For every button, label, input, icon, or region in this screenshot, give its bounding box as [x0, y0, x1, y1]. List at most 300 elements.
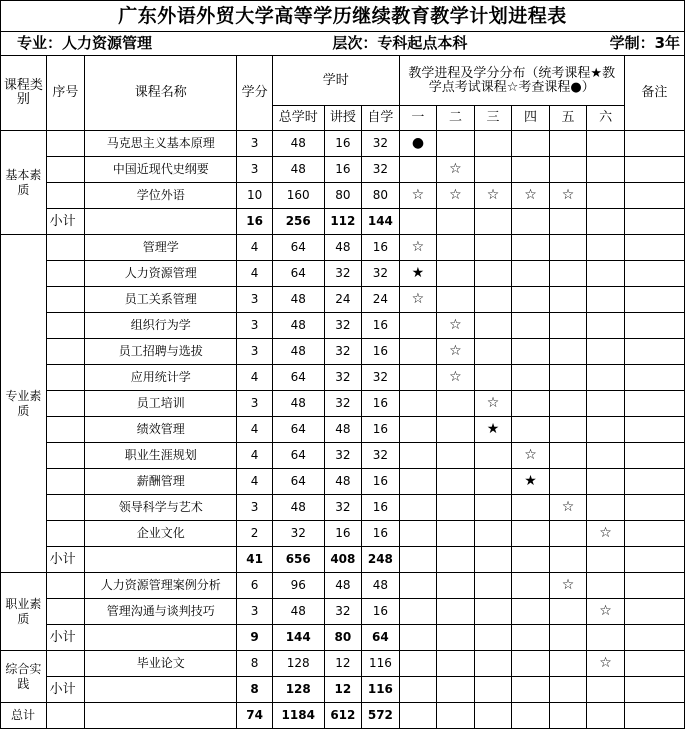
remark-cell — [624, 131, 684, 157]
semester-mark-cell — [474, 339, 512, 365]
lecture-hours-cell: 48 — [324, 417, 362, 443]
lecture-hours-cell: 48 — [324, 573, 362, 599]
course-name-cell: 应用统计学 — [85, 365, 237, 391]
category-cell: 职业素质 — [1, 573, 47, 651]
seq-cell — [46, 339, 85, 365]
table-row — [1, 313, 685, 339]
semester-mark-cell — [474, 157, 512, 183]
semester-mark-cell: ☆ — [587, 599, 625, 625]
self-study-hours-cell: 16 — [362, 417, 400, 443]
semester-mark-cell — [399, 209, 437, 235]
category-cell: 基本素质 — [1, 131, 47, 235]
semester-mark-cell — [437, 521, 475, 547]
credits-cell: 3 — [237, 157, 273, 183]
self-study-hours-cell: 16 — [362, 469, 400, 495]
remark-cell — [624, 209, 684, 235]
semester-mark-cell — [587, 547, 625, 573]
total-lecture-hours: 612 — [324, 703, 362, 729]
semester-mark-cell: ☆ — [474, 391, 512, 417]
subtotal-self-study-hours: 116 — [362, 677, 400, 703]
semester-mark-cell — [399, 703, 437, 729]
remark-cell — [624, 157, 684, 183]
remark-cell — [624, 287, 684, 313]
seq-cell — [46, 235, 85, 261]
semester-mark-cell — [512, 677, 550, 703]
self-study-hours-cell: 32 — [362, 443, 400, 469]
seq-cell — [46, 417, 85, 443]
course-name-cell: 管理沟通与谈判技巧 — [85, 599, 237, 625]
lecture-hours-cell: 32 — [324, 495, 362, 521]
self-study-hours-cell: 32 — [362, 261, 400, 287]
header-semester: 四 — [512, 106, 550, 131]
table-row — [1, 339, 685, 365]
seq-cell — [46, 469, 85, 495]
total-total-hours: 1184 — [272, 703, 324, 729]
semester-mark-cell — [587, 183, 625, 209]
remark-cell — [624, 183, 684, 209]
self-study-hours-cell: 80 — [362, 183, 400, 209]
self-study-hours-cell: 16 — [362, 391, 400, 417]
semester-mark-cell: ☆ — [399, 183, 437, 209]
course-name-cell: 薪酬管理 — [85, 469, 237, 495]
semester-mark-cell — [587, 469, 625, 495]
total-hours-cell: 64 — [272, 469, 324, 495]
semester-mark-cell: ● — [399, 131, 437, 157]
course-name-cell: 人力资源管理案例分析 — [85, 573, 237, 599]
table-row — [1, 365, 685, 391]
semester-mark-cell — [587, 313, 625, 339]
seq-cell — [46, 183, 85, 209]
page-title: 广东外语外贸大学高等学历继续教育教学计划进程表 — [1, 1, 685, 32]
self-study-hours-cell: 16 — [362, 495, 400, 521]
semester-mark-cell — [474, 313, 512, 339]
semester-mark-cell: ☆ — [549, 495, 587, 521]
credits-cell: 2 — [237, 521, 273, 547]
seq-cell — [46, 703, 85, 729]
lecture-hours-cell: 12 — [324, 651, 362, 677]
semester-mark-cell — [474, 573, 512, 599]
course-name-cell: 学位外语 — [85, 183, 237, 209]
semester-mark-cell — [399, 651, 437, 677]
seq-cell — [46, 521, 85, 547]
semester-mark-cell — [512, 157, 550, 183]
semester-mark-cell — [399, 469, 437, 495]
header-semester: 二 — [437, 106, 475, 131]
semester-mark-cell — [549, 651, 587, 677]
remark-cell — [624, 495, 684, 521]
total-hours-cell: 64 — [272, 365, 324, 391]
total-hours-cell: 96 — [272, 573, 324, 599]
semester-mark-cell: ☆ — [512, 443, 550, 469]
semester-mark-cell — [549, 677, 587, 703]
subtotal-self-study-hours: 64 — [362, 625, 400, 651]
semester-mark-cell — [399, 339, 437, 365]
subtotal-total-hours: 144 — [272, 625, 324, 651]
semester-mark-cell — [512, 521, 550, 547]
semester-mark-cell — [437, 391, 475, 417]
table-row — [1, 183, 685, 209]
semester-mark-cell — [399, 157, 437, 183]
seq-cell — [46, 599, 85, 625]
semester-mark-cell — [549, 417, 587, 443]
semester-mark-cell — [549, 547, 587, 573]
table-row — [1, 443, 685, 469]
semester-mark-cell — [549, 625, 587, 651]
table-row — [1, 599, 685, 625]
semester-mark-cell — [399, 443, 437, 469]
semester-mark-cell: ★ — [474, 417, 512, 443]
lecture-hours-cell: 32 — [324, 599, 362, 625]
semester-mark-cell — [437, 625, 475, 651]
semester-mark-cell: ☆ — [587, 521, 625, 547]
seq-cell — [46, 157, 85, 183]
header-schedule: 教学进程及学分分布（统考课程★教学点考试课程☆考查课程●） — [399, 56, 624, 106]
subtotal-total-hours: 656 — [272, 547, 324, 573]
semester-mark-cell — [437, 209, 475, 235]
semester-mark-cell — [512, 391, 550, 417]
self-study-hours-cell: 48 — [362, 573, 400, 599]
lecture-hours-cell: 16 — [324, 131, 362, 157]
semester-mark-cell — [512, 547, 550, 573]
subtotal-total-hours: 128 — [272, 677, 324, 703]
subtotal-label: 小计 — [46, 677, 85, 703]
course-name-cell: 中国近现代史纲要 — [85, 157, 237, 183]
lecture-hours-cell: 24 — [324, 287, 362, 313]
semester-mark-cell — [587, 625, 625, 651]
course-name-cell — [85, 625, 237, 651]
credits-cell: 10 — [237, 183, 273, 209]
total-hours-cell: 64 — [272, 261, 324, 287]
subtotal-lecture-hours: 408 — [324, 547, 362, 573]
total-credits: 74 — [237, 703, 273, 729]
semester-mark-cell — [587, 261, 625, 287]
credits-cell: 3 — [237, 287, 273, 313]
seq-cell — [46, 313, 85, 339]
semester-mark-cell — [512, 599, 550, 625]
semester-mark-cell — [437, 573, 475, 599]
self-study-hours-cell: 32 — [362, 365, 400, 391]
credits-cell: 8 — [237, 651, 273, 677]
subtotal-self-study-hours: 144 — [362, 209, 400, 235]
self-study-hours-cell: 116 — [362, 651, 400, 677]
semester-mark-cell — [399, 365, 437, 391]
table-row — [1, 495, 685, 521]
lecture-hours-cell: 48 — [324, 469, 362, 495]
semester-mark-cell — [549, 313, 587, 339]
table-row — [1, 521, 685, 547]
remark-cell — [624, 417, 684, 443]
course-name-cell: 绩效管理 — [85, 417, 237, 443]
duration-label: 学制：3年 — [549, 32, 684, 56]
total-hours-cell: 32 — [272, 521, 324, 547]
total-hours-cell: 64 — [272, 417, 324, 443]
total-hours-cell: 48 — [272, 339, 324, 365]
semester-mark-cell — [474, 209, 512, 235]
semester-mark-cell — [399, 547, 437, 573]
semester-mark-cell — [437, 651, 475, 677]
semester-mark-cell — [549, 209, 587, 235]
semester-mark-cell — [549, 261, 587, 287]
remark-cell — [624, 365, 684, 391]
semester-mark-cell — [437, 469, 475, 495]
lecture-hours-cell: 32 — [324, 365, 362, 391]
semester-mark-cell — [437, 131, 475, 157]
seq-cell — [46, 261, 85, 287]
semester-mark-cell — [587, 495, 625, 521]
header-self-study: 自学 — [362, 106, 400, 131]
table-row — [1, 573, 685, 599]
semester-mark-cell: ☆ — [437, 183, 475, 209]
subtotal-label: 小计 — [46, 547, 85, 573]
self-study-hours-cell: 16 — [362, 521, 400, 547]
semester-mark-cell — [437, 235, 475, 261]
header-seq: 序号 — [46, 56, 85, 131]
category-cell: 专业素质 — [1, 235, 47, 573]
header-semester: 六 — [587, 106, 625, 131]
header-credits: 学分 — [237, 56, 273, 131]
semester-mark-cell — [512, 495, 550, 521]
total-hours-cell: 128 — [272, 651, 324, 677]
total-hours-cell: 48 — [272, 131, 324, 157]
total-hours-cell: 160 — [272, 183, 324, 209]
table-row — [1, 417, 685, 443]
credits-cell: 6 — [237, 573, 273, 599]
semester-mark-cell — [474, 287, 512, 313]
semester-mark-cell — [549, 521, 587, 547]
remark-cell — [624, 391, 684, 417]
semester-mark-cell — [587, 677, 625, 703]
total-row — [1, 703, 685, 729]
semester-mark-cell — [474, 365, 512, 391]
subtotal-row — [1, 547, 685, 573]
total-self-study-hours: 572 — [362, 703, 400, 729]
subtotal-row — [1, 209, 685, 235]
semester-mark-cell — [399, 313, 437, 339]
semester-mark-cell — [399, 417, 437, 443]
seq-cell — [46, 287, 85, 313]
semester-mark-cell: ☆ — [549, 183, 587, 209]
semester-mark-cell — [587, 157, 625, 183]
seq-cell — [46, 391, 85, 417]
lecture-hours-cell: 32 — [324, 391, 362, 417]
course-name-cell: 组织行为学 — [85, 313, 237, 339]
table-row — [1, 157, 685, 183]
seq-cell — [46, 131, 85, 157]
semester-mark-cell — [512, 131, 550, 157]
subtotal-label: 小计 — [46, 209, 85, 235]
remark-cell — [624, 651, 684, 677]
subtotal-lecture-hours: 80 — [324, 625, 362, 651]
semester-mark-cell — [512, 209, 550, 235]
header-lecture: 讲授 — [324, 106, 362, 131]
semester-mark-cell — [437, 443, 475, 469]
semester-mark-cell — [437, 599, 475, 625]
total-label: 总计 — [1, 703, 47, 729]
table-row — [1, 651, 685, 677]
semester-mark-cell — [549, 365, 587, 391]
remark-cell — [624, 443, 684, 469]
semester-mark-cell — [549, 131, 587, 157]
self-study-hours-cell: 16 — [362, 235, 400, 261]
semester-mark-cell — [549, 339, 587, 365]
semester-mark-cell — [549, 157, 587, 183]
semester-mark-cell — [474, 677, 512, 703]
major-label: 专业：人力资源管理 — [1, 32, 273, 56]
course-name-cell: 领导科学与艺术 — [85, 495, 237, 521]
semester-mark-cell — [587, 131, 625, 157]
semester-mark-cell: ☆ — [437, 365, 475, 391]
semester-mark-cell — [437, 287, 475, 313]
subtotal-lecture-hours: 12 — [324, 677, 362, 703]
total-hours-cell: 48 — [272, 495, 324, 521]
remark-cell — [624, 599, 684, 625]
semester-mark-cell — [587, 339, 625, 365]
credits-cell: 3 — [237, 339, 273, 365]
course-name-cell — [85, 677, 237, 703]
semester-mark-cell — [474, 131, 512, 157]
semester-mark-cell — [437, 495, 475, 521]
header-semester: 一 — [399, 106, 437, 131]
semester-mark-cell — [437, 703, 475, 729]
semester-mark-cell — [437, 547, 475, 573]
semester-mark-cell — [399, 391, 437, 417]
total-hours-cell: 64 — [272, 443, 324, 469]
header-course-name: 课程名称 — [85, 56, 237, 131]
course-name-cell — [85, 547, 237, 573]
remark-cell — [624, 235, 684, 261]
semester-mark-cell: ☆ — [437, 339, 475, 365]
header-remark: 备注 — [624, 56, 684, 131]
semester-mark-cell — [399, 495, 437, 521]
semester-mark-cell — [512, 417, 550, 443]
subtotal-credits: 41 — [237, 547, 273, 573]
semester-mark-cell — [587, 235, 625, 261]
seq-cell — [46, 573, 85, 599]
lecture-hours-cell: 32 — [324, 443, 362, 469]
subtotal-total-hours: 256 — [272, 209, 324, 235]
credits-cell: 4 — [237, 235, 273, 261]
semester-mark-cell — [512, 651, 550, 677]
subtotal-self-study-hours: 248 — [362, 547, 400, 573]
semester-mark-cell — [474, 547, 512, 573]
total-hours-cell: 48 — [272, 599, 324, 625]
semester-mark-cell: ☆ — [437, 157, 475, 183]
header-total-hours: 总学时 — [272, 106, 324, 131]
semester-mark-cell: ☆ — [474, 183, 512, 209]
remark-cell — [624, 625, 684, 651]
header-semester: 五 — [549, 106, 587, 131]
course-name-cell: 员工招聘与选拔 — [85, 339, 237, 365]
credits-cell: 4 — [237, 417, 273, 443]
self-study-hours-cell: 16 — [362, 313, 400, 339]
table-row — [1, 261, 685, 287]
semester-mark-cell: ☆ — [512, 183, 550, 209]
total-hours-cell: 64 — [272, 235, 324, 261]
semester-mark-cell — [549, 443, 587, 469]
self-study-hours-cell: 16 — [362, 599, 400, 625]
semester-mark-cell — [549, 287, 587, 313]
semester-mark-cell — [587, 703, 625, 729]
semester-mark-cell — [512, 625, 550, 651]
seq-cell — [46, 365, 85, 391]
subtotal-row — [1, 625, 685, 651]
credits-cell: 3 — [237, 313, 273, 339]
semester-mark-cell — [549, 599, 587, 625]
course-name-cell: 人力资源管理 — [85, 261, 237, 287]
remark-cell — [624, 313, 684, 339]
semester-mark-cell — [512, 235, 550, 261]
table-row — [1, 131, 685, 157]
semester-mark-cell — [549, 235, 587, 261]
semester-mark-cell: ☆ — [399, 235, 437, 261]
subtotal-credits: 8 — [237, 677, 273, 703]
total-hours-cell: 48 — [272, 287, 324, 313]
course-name-cell: 员工培训 — [85, 391, 237, 417]
total-hours-cell: 48 — [272, 157, 324, 183]
semester-mark-cell: ☆ — [549, 573, 587, 599]
course-name-cell: 毕业论文 — [85, 651, 237, 677]
credits-cell: 4 — [237, 261, 273, 287]
course-name-cell: 马克思主义基本原理 — [85, 131, 237, 157]
semester-mark-cell — [474, 235, 512, 261]
subtotal-label: 小计 — [46, 625, 85, 651]
semester-mark-cell — [587, 391, 625, 417]
credits-cell: 3 — [237, 131, 273, 157]
header-category: 课程类别 — [1, 56, 47, 131]
self-study-hours-cell: 32 — [362, 131, 400, 157]
semester-mark-cell — [474, 703, 512, 729]
semester-mark-cell — [399, 599, 437, 625]
remark-cell — [624, 261, 684, 287]
lecture-hours-cell: 32 — [324, 339, 362, 365]
subtotal-credits: 9 — [237, 625, 273, 651]
credits-cell: 4 — [237, 365, 273, 391]
category-cell: 综合实践 — [1, 651, 47, 703]
remark-cell — [624, 521, 684, 547]
course-name-cell — [85, 209, 237, 235]
lecture-hours-cell: 32 — [324, 261, 362, 287]
subtotal-credits: 16 — [237, 209, 273, 235]
semester-mark-cell — [474, 625, 512, 651]
semester-mark-cell — [399, 521, 437, 547]
semester-mark-cell — [587, 573, 625, 599]
semester-mark-cell — [474, 443, 512, 469]
remark-cell — [624, 339, 684, 365]
lecture-hours-cell: 80 — [324, 183, 362, 209]
seq-cell — [46, 443, 85, 469]
semester-mark-cell — [512, 287, 550, 313]
lecture-hours-cell: 48 — [324, 235, 362, 261]
total-hours-cell: 48 — [272, 391, 324, 417]
header-semester: 三 — [474, 106, 512, 131]
table-row — [1, 391, 685, 417]
self-study-hours-cell: 16 — [362, 339, 400, 365]
self-study-hours-cell: 32 — [362, 157, 400, 183]
semester-mark-cell — [587, 209, 625, 235]
semester-mark-cell — [549, 469, 587, 495]
course-name-cell — [85, 703, 237, 729]
semester-mark-cell — [437, 417, 475, 443]
semester-mark-cell — [474, 521, 512, 547]
credits-cell: 4 — [237, 443, 273, 469]
remark-cell — [624, 677, 684, 703]
self-study-hours-cell: 24 — [362, 287, 400, 313]
table-row — [1, 469, 685, 495]
credits-cell: 4 — [237, 469, 273, 495]
semester-mark-cell: ☆ — [437, 313, 475, 339]
semester-mark-cell — [474, 261, 512, 287]
remark-cell — [624, 469, 684, 495]
